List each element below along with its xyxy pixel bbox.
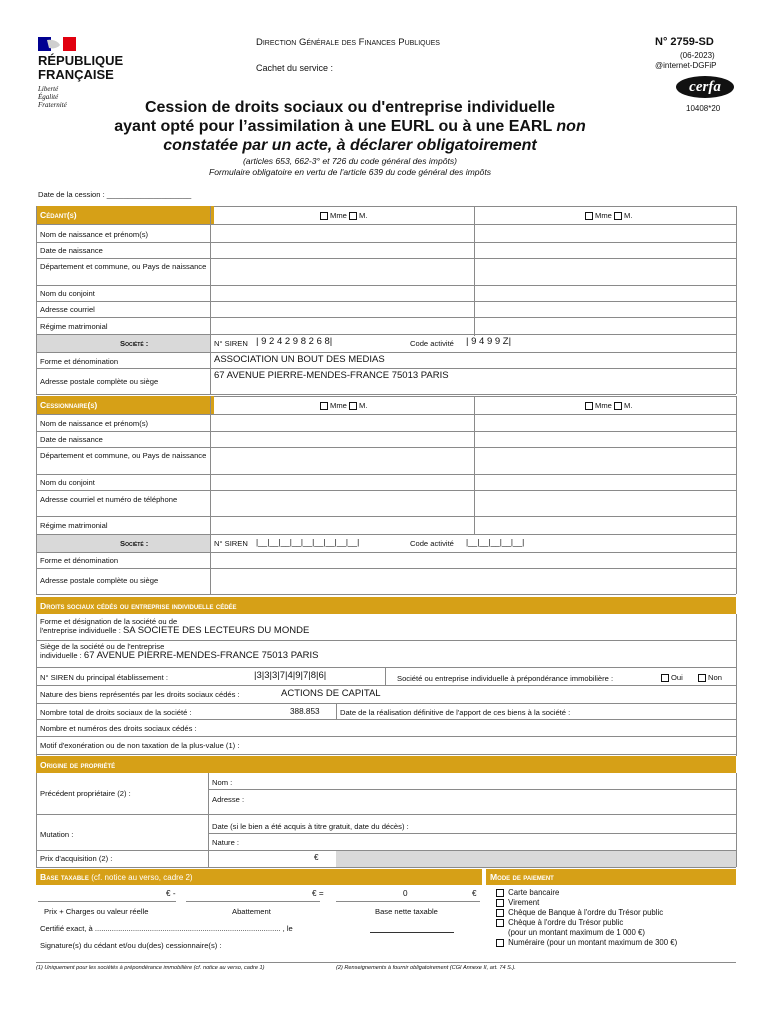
cessionnaire-row-label: Adresse courriel et numéro de téléphone [40,495,178,504]
cessionnaire-row-label: Date de naissance [40,435,103,444]
section-mode-paiement: Mode de paiement [486,869,736,885]
republic-motto: Liberté Égalité Fraternité [38,85,67,109]
cerfa-number: 10408*20 [686,104,721,113]
cerfa-logo: cerfa [676,76,734,98]
payment-options [496,888,677,948]
cedant-adresse-label: Adresse postale complète ou siège [40,377,159,386]
cedant-row-label: Date de naissance [40,246,103,255]
nature-biens-label: Nature des biens représentés par les droits sociaux cédés : [40,690,240,699]
footnote-2: (2) Renseignements à fournir obligatoirement (CGI Annexe II, art. 74 S.). [336,965,516,971]
mandatory-note: Formulaire obligatoire en vertu de l'article 639 du code général des impôts [208,167,492,177]
footnote-1: (1) Uniquement pour les sociétés à prépondérance immobilière (cf. notice au verso, cadre 1) [36,965,265,971]
cessionnaire-row-label: Régime matrimonial [40,521,108,530]
cessionnaire1-civility[interactable]: Mme M. [320,401,367,410]
form-channel: @internet-DGFiP [655,61,717,70]
cedant-row-label: Département et commune, ou Pays de naissance [40,262,207,271]
cedant-row-label: Adresse courriel [40,305,95,314]
droits-forme-value: SA SOCIETE DES LECTEURS DU MONDE [122,624,310,636]
cedant-row-label: Nom de naissance et prénom(s) [40,230,149,239]
base-op-equal: € = [312,889,324,898]
cedant2-civility[interactable]: Mme M. [585,211,632,220]
cedant-forme-value[interactable]: ASSOCIATION UN BOUT DES MEDIAS [214,354,385,365]
base-value[interactable]: 0 [403,889,408,898]
prix-acquisition-label: Prix d'acquisition (2) : [40,854,113,863]
signature-label: Signature(s) du cédant et/ou du(des) cessionnaire(s) : [40,941,222,950]
nature-biens-value[interactable]: ACTIONS DE CAPITAL [281,688,381,699]
preponderance-oui[interactable]: Oui [661,673,683,682]
cessionnaire-siren-field[interactable]: |__|__|__|__|__|__|__|__|__| [256,538,360,547]
cedant-siren-label: N° SIREN [214,339,248,348]
page-title: Cession de droits sociaux ou d'entreprise individuelle ayant opté pour l’assimilation à une EURL ou à une EARL non constatée par un acte, à déclarer obligatoirement [114,99,586,154]
preponderance-label: Société ou entreprise individuelle à prépondérance immobilière : [397,674,614,683]
cessionnaire-code-activite-field[interactable]: |__|__|__|__|__| [466,538,525,547]
cessionnaire-row-label: Département et commune, ou Pays de naissance [40,451,207,460]
payment-carte[interactable]: Carte bancaire [496,888,677,898]
cessionnaire-code-activite-label: Code activité [410,539,454,548]
cessionnaire-adresse-label: Adresse postale complète ou siège [40,576,159,585]
preponderance-non[interactable]: Non [698,673,722,682]
form-number: N° 2759-SD [655,36,714,48]
payment-cheque-tresor[interactable]: Chèque à l'ordre du Trésor public [496,918,677,928]
cessionnaire-row-label: Nom du conjoint [40,478,95,487]
date-cession[interactable]: Date de la cession : ____________________ [38,190,192,199]
payment-cheque-banque[interactable]: Chèque de Banque à l'ordre du Trésor public [496,908,677,918]
droits-siren-label: N° SIREN du principal établissement : [40,673,168,682]
republique-francaise-wordmark: RÉPUBLIQUE FRANÇAISE [38,53,124,82]
cedant-siren-value[interactable]: | 9 2 4 2 9 8 2 6 8| [256,336,333,347]
cessionnaire-forme-label: Forme et dénomination [40,556,119,565]
direction-title: Direction Générale des Finances Publiques [256,37,440,48]
date-mutation-label: Date (si le bien a été acquis à titre gratuit, date du décès) : [212,822,409,831]
form-date: (06-2023) [680,51,715,60]
mutation-label: Mutation : [40,830,74,839]
code-activite-value[interactable]: | 9 4 9 9 Z| [466,336,512,347]
certifie-exact[interactable]: Certifié exact, à ........................................................................................ , le [40,924,293,933]
droits-siege-label: Siège de la société ou de l'entreprise individuelle : 67 AVENUE PIERRE-MENDES-FRANCE 75013 PARIS [40,642,319,661]
cachet-label: Cachet du service : [256,63,334,73]
section-origine-propriete: Origine de propriété [36,756,736,773]
code-activite-label: Code activité [410,339,454,348]
section-droits-sociaux: Droits sociaux cédés ou entreprise individuelle cédée [36,597,736,614]
nombre-total-value[interactable]: 388.853 [290,707,320,716]
droits-forme-label: Forme et désignation de la société ou de l'entreprise individuelle : SA SOCIETE DES LECTEURS DU MONDE [40,617,310,636]
origine-nom-label: Nom : [212,778,233,787]
payment-virement[interactable]: Virement [496,898,677,908]
cedant1-civility[interactable]: Mme M. [320,211,367,220]
base-label-prix: Prix + Charges ou valeur réelle [44,907,149,916]
cedant-row-label: Nom du conjoint [40,289,95,298]
cedant-row-label: Régime matrimonial [40,322,108,331]
cessionnaire2-civility[interactable]: Mme M. [585,401,632,410]
base-label-abattement: Abattement [232,907,271,916]
nombre-total-label: Nombre total de droits sociaux de la société : [40,708,192,717]
section-cessionnaires: Cessionnaire(s) [36,396,214,414]
nombre-numeros-label: Nombre et numéros des droits sociaux cédés : [40,724,197,733]
payment-cheque-note: (pour un montant maximum de 1 000 €) [508,928,645,937]
droits-siege-value: 67 AVENUE PIERRE-MENDES-FRANCE 75013 PARIS [83,649,319,661]
section-cedants: Cédant(s) [36,206,214,224]
section-base-taxable: Base taxable (cf. notice au verso, cadre 2) [36,869,482,885]
cedant-adresse-value[interactable]: 67 AVENUE PIERRE-MENDES-FRANCE 75013 PARIS [214,370,449,381]
cedant-societe-label: Société : [120,339,149,348]
nature-mutation-label: Nature : [212,838,240,847]
cessionnaire-siren-label: N° SIREN [214,539,248,548]
precedent-proprietaire-label: Précédent propriétaire (2) : [40,789,131,798]
base-label-nette: Base nette taxable [375,907,438,916]
prix-euro-sign: € [314,853,319,862]
cessionnaire-row-label: Nom de naissance et prénom(s) [40,419,149,428]
marianne-logo [38,37,76,51]
origine-adresse-label: Adresse : [212,795,245,804]
payment-numeraire[interactable]: Numéraire (pour un montant maximum de 300 €) [496,938,677,948]
droits-siren-value[interactable]: |3|3|3|7|4|9|7|8|6| [254,670,327,681]
cedant-forme-label: Forme et dénomination [40,357,119,366]
date-realisation-label: Date de la réalisation définitive de l'apport de ces biens à la société : [340,708,571,717]
articles-ref: (articles 653, 662-3° et 726 du code général des impôts) [242,156,458,166]
cessionnaire-societe-label: Société : [120,539,149,548]
motif-exoneration-label: Motif d'exonération ou de non taxation de la plus-value (1) : [40,741,240,750]
base-op-euro: € [472,889,477,898]
base-op-minus: € - [166,889,176,898]
